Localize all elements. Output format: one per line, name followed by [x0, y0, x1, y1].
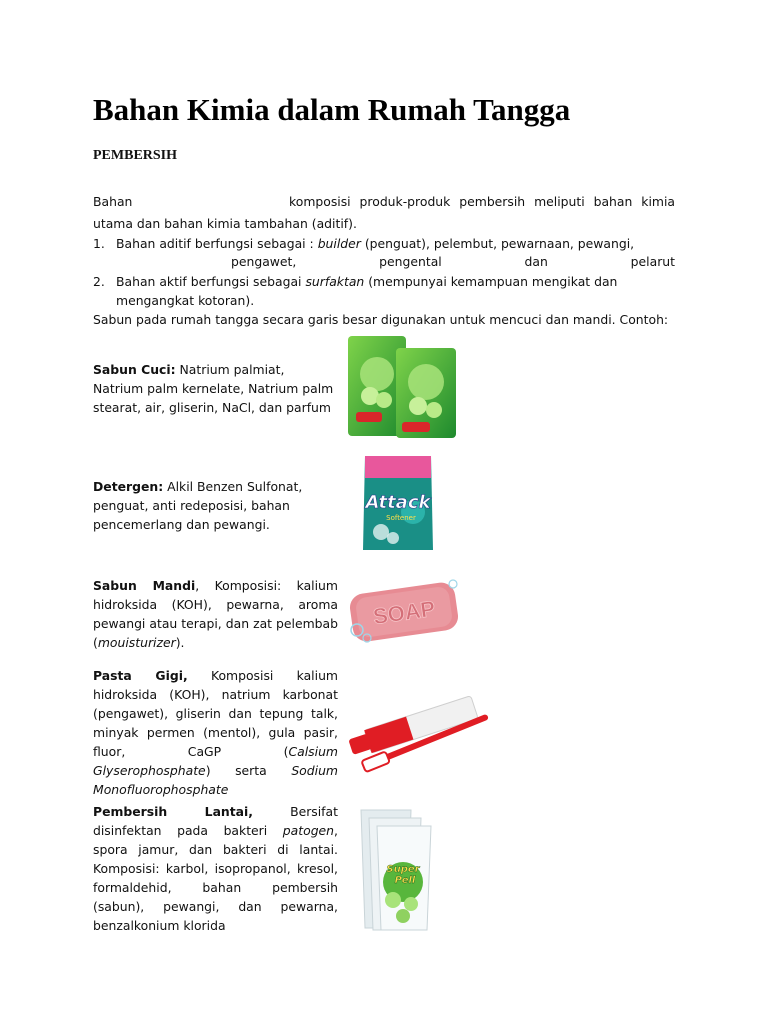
pembersih-lantai-text: Pembersih Lantai, Bersifat disinfektan pada bakteri patogen, spora jamur, dan bakteri di lantai. Komposisi: karbol, isopropanol, kresol, formaldehid, bahan pembersih (sabun), pewangi, dan pewarna, benzalkonium klorida [93, 804, 339, 933]
superpell-line2: Pell [394, 875, 416, 886]
intro-line1: komposisi produk-produk pembersih meliputi bahan kimia [289, 194, 675, 209]
sabun-cuci-image [346, 334, 458, 440]
detergen-text: Detergen: Alkil Benzen Sulfonat, penguat, anti redeposisi, bahan pencemerlang dan pewangi. [93, 479, 303, 532]
soap-text: SOAP [371, 595, 437, 630]
sabun-cuci-text: Sabun Cuci: Natrium palmiat, Natrium palm kernelate, Natrium palm stearat, air, gliserin, NaCl, dan parfum [93, 362, 334, 415]
detergen-image [361, 452, 435, 554]
list-number-2: 2. [93, 274, 105, 289]
list-item-2: Bahan aktif berfungsi sebagai surfaktan (mempunyai kemampuan mengikat dan [116, 274, 618, 289]
attack-sub: Softener [386, 514, 416, 522]
intro-word: Bahan [93, 194, 133, 209]
intro-line2: utama dan bahan kimia tambahan (aditif). [93, 216, 357, 231]
pembersih-lantai-image [355, 800, 435, 932]
page-title: Bahan Kimia dalam Rumah Tangga [93, 92, 571, 127]
pasta-gigi-image [345, 684, 489, 778]
list-number-1: 1. [93, 236, 105, 251]
summary-line: Sabun pada rumah tangga secara garis besar digunakan untuk mencuci dan mandi. Contoh: [93, 312, 669, 327]
attack-brand: Attack [365, 492, 431, 513]
list-item-1-line2: pengawet, pengental dan pelarut [231, 254, 675, 269]
section-heading: PEMBERSIH [93, 148, 178, 163]
superpell-line1: Super [386, 864, 420, 875]
sabun-mandi-image [345, 578, 463, 646]
list-item-2-line2: mengangkat kotoran). [116, 293, 255, 308]
sabun-mandi-text: Sabun Mandi, Komposisi: kalium hidroksida (KOH), pewarna, aroma pewangi atau terapi, dan zat pelembab (mouisturizer). [93, 578, 338, 650]
list-item-1: Bahan aditif berfungsi sebagai : builder (penguat), pelembut, pewarnaan, pewangi, [116, 236, 635, 251]
pasta-gigi-text: Pasta Gigi, Komposisi kalium hidroksida (KOH), natrium karbonat (pengawet), gliserin dan tepung talk, minyak permen (mentol), gula pasir, fluor, CaGP (Calsium Glyserophosphate) serta Sodium Monofluorophosphate [93, 668, 338, 797]
